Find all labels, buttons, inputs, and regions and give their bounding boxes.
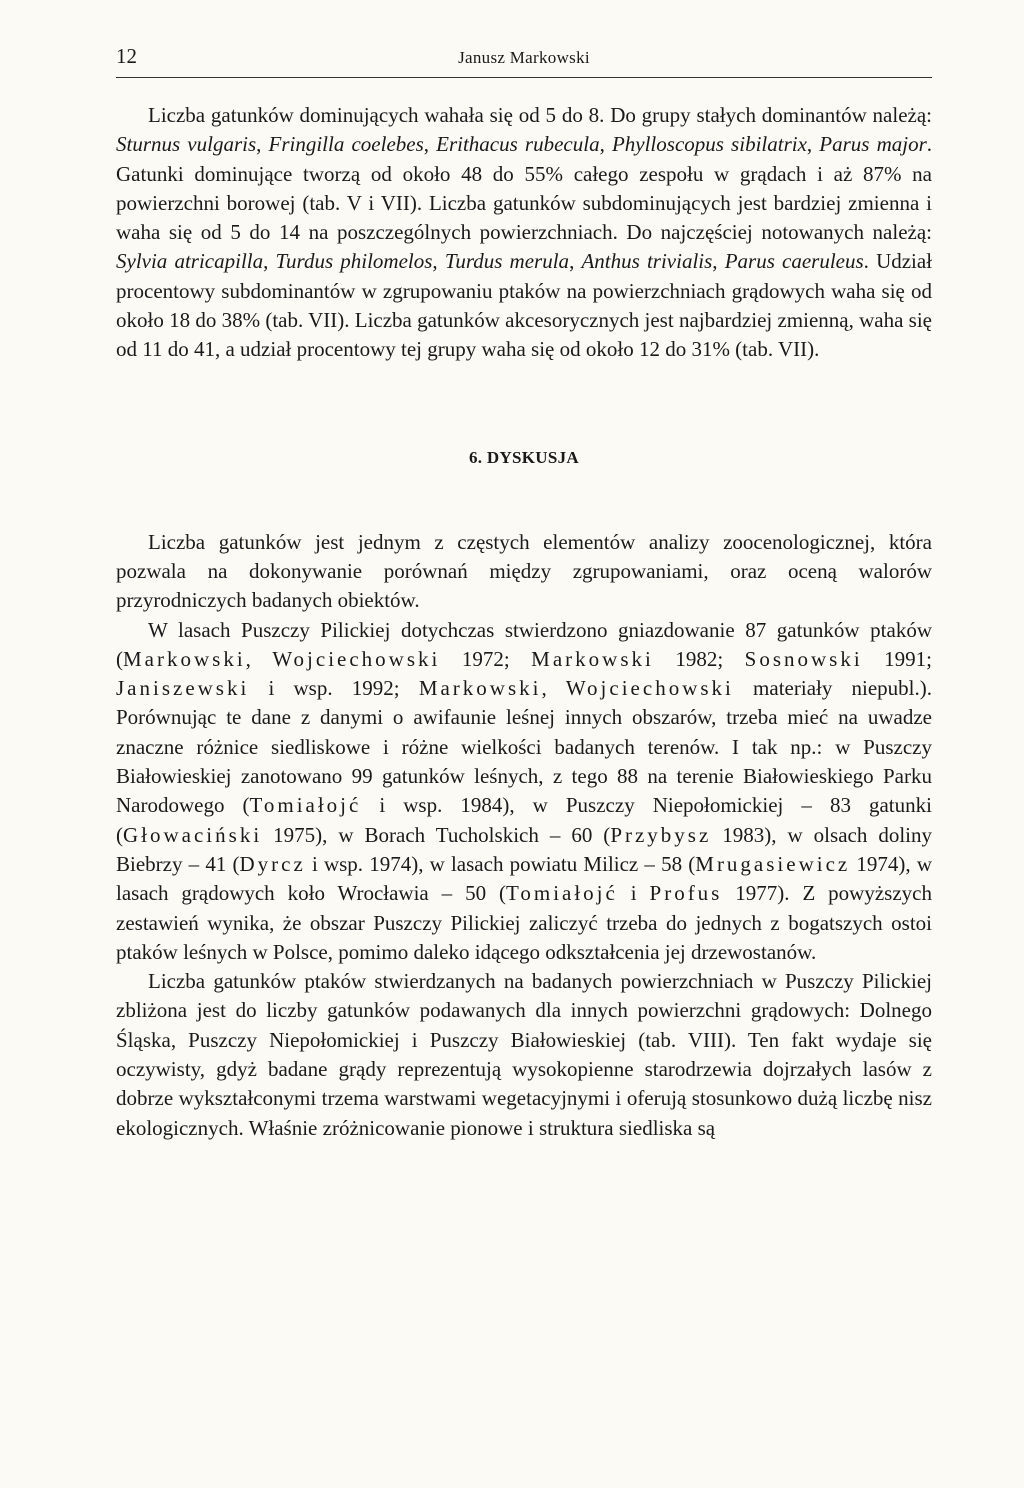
author-name: Wojciechowski	[565, 676, 734, 701]
text-run: ,	[432, 249, 445, 274]
body-text	[116, 101, 932, 1143]
text-run: ,	[569, 249, 582, 274]
text-run: ,	[599, 132, 612, 157]
text-run: ,	[263, 249, 276, 274]
text-run: 1983), w olsach doliny Biebrzy – 41 (	[116, 822, 932, 876]
text-run: ,	[245, 646, 273, 671]
text-run: ,	[423, 132, 437, 157]
text-run: . Gatunki dominujące tworzą od około 48 do 55% całego zespołu w grądach i aż 87% na powierzchni borowej (tab. V i VII). Liczba gatunków subdominujących jest bardziej zmienna i waha się od 5 do 14 na poszczególnych powierzchniach. Do najczęściej notowanych należą:	[116, 132, 932, 245]
species-name: Parus major	[819, 132, 927, 157]
text-run: 1977). Z powyższych zestawień wynika, że obszar Puszczy Pilickiej zaliczyć trzeba do jednych z bogatszych ostoi ptaków leśnych w Polsce, pomimo daleko idącego odkształcenia jej drzewostanów.	[116, 881, 932, 964]
author-name: Mrugasiewicz	[695, 851, 851, 876]
header-rule	[116, 77, 932, 78]
species-name: Sturnus vulgaris	[116, 132, 257, 157]
page-number: 12	[116, 44, 137, 68]
author-name: Janiszewski	[116, 676, 250, 701]
text-run: ,	[256, 132, 269, 157]
species-name: Anthus trivialis	[581, 249, 713, 274]
text-run: i	[617, 881, 650, 906]
text-run: ,	[806, 132, 820, 157]
text-run: . Udział procentowy subdominantów w zgrupowaniu ptaków na powierzchniach grądowych waha się od około 18 do 38% (tab. VII). Liczba gatunków akcesorycznych jest najbardziej zmienną, waha się od 11 do 41, a udział procentowy tej grupy waha się od około 12 do 31% (tab. VII).	[116, 249, 933, 362]
author-name: Markowski	[531, 646, 654, 671]
text-run: ,	[712, 249, 725, 274]
species-name: Sylvia atricapilla	[116, 249, 264, 274]
text-run: 1974), w lasach grądowych koło Wrocławia – 50 (	[116, 851, 932, 906]
species-name: Fringilla coelebes	[268, 132, 424, 157]
text-run: materiały niepubl.). Porównując te dane z danymi o awifaunie leśnej innych obszarów, trzeba mieć na uwadze znaczne różnice siedliskowe i różne wielkości badanych terenów. I tak np.: w Puszczy Białowieskiej zanotowano 99 gatunków leśnych, z tego 88 na terenie Białowieskiego Parku Narodowego (	[116, 676, 933, 818]
species-name: Erithacus rubecula	[436, 132, 600, 157]
author-name: Markowski	[418, 676, 542, 701]
author-name: Tomiałojć	[249, 793, 362, 818]
author-name: Markowski	[123, 646, 246, 671]
text-run: i wsp. 1992;	[249, 676, 419, 701]
text-run: i wsp. 1974), w lasach powiatu Milicz – 58 (	[305, 851, 696, 876]
text-run: 1972;	[440, 646, 532, 671]
paragraph-species-dominance	[116, 101, 932, 365]
text-run: 1975), w Borach Tucholskich – 60 (	[262, 822, 611, 847]
author-name: Wojciechowski	[272, 646, 441, 671]
paragraph-comparison	[116, 616, 932, 968]
author-name: Sosnowski	[744, 646, 863, 671]
species-name: Turdus philomelos	[275, 249, 433, 274]
running-head: Janusz Markowski	[458, 48, 590, 67]
author-name: Głowaciński	[123, 822, 263, 847]
author-name: Dyrcz	[239, 851, 306, 876]
text-run: i wsp. 1984), w Puszczy Niepołomickiej – 83 gatunki (	[116, 793, 932, 847]
author-name: Profus	[649, 881, 723, 906]
species-name: Parus caeruleus	[724, 249, 864, 274]
text-run: W lasach Puszczy Pilickiej dotychczas stwierdzono gniazdowanie 87 gatunków ptaków (	[116, 617, 932, 671]
author-name: Przybysz	[610, 822, 712, 847]
page-header	[116, 44, 932, 72]
text-run: ,	[541, 676, 566, 701]
section-heading: 6. DYSKUSJA	[468, 447, 580, 467]
species-name: Turdus merula	[444, 249, 570, 274]
author-name: Tomiałojć	[506, 881, 618, 906]
species-name: Phylloscopus sibilatrix	[611, 132, 807, 157]
text-run: 1982;	[653, 646, 745, 671]
text-run: 1991;	[862, 646, 933, 671]
text-run: Liczba gatunków dominujących wahała się od 5 do 8. Do grupy stałych dominantów należą:	[148, 103, 932, 127]
paragraph-species-count: Liczba gatunków jest jednym z częstych elementów analizy zoocenologicznej, która pozwala na dokonywanie porównań między zgrupowaniami, oraz oceną walorów przyrodniczych badanych obiektów.	[116, 529, 932, 613]
paragraph-habitat: Liczba gatunków ptaków stwierdzanych na badanych powierzchniach w Puszczy Pilickiej zbliżona jest do liczby gatunków podawanych dla innych powierzchni grądowych: Dolnego Śląska, Puszczy Niepołomickiej i Puszczy Białowieskiej (tab. VIII). Ten fakt wydaje się oczywisty, gdyż badane grądy reprezentują wysokopienne starodrzewia dojrzałych lasów z dobrze wykształconymi trzema warstwami wegetacyjnymi i oferują stosunkowo dużą liczbę nisz ekologicznych. Właśnie zróżnicowanie pionowe i struktura siedliska są	[116, 969, 932, 1140]
